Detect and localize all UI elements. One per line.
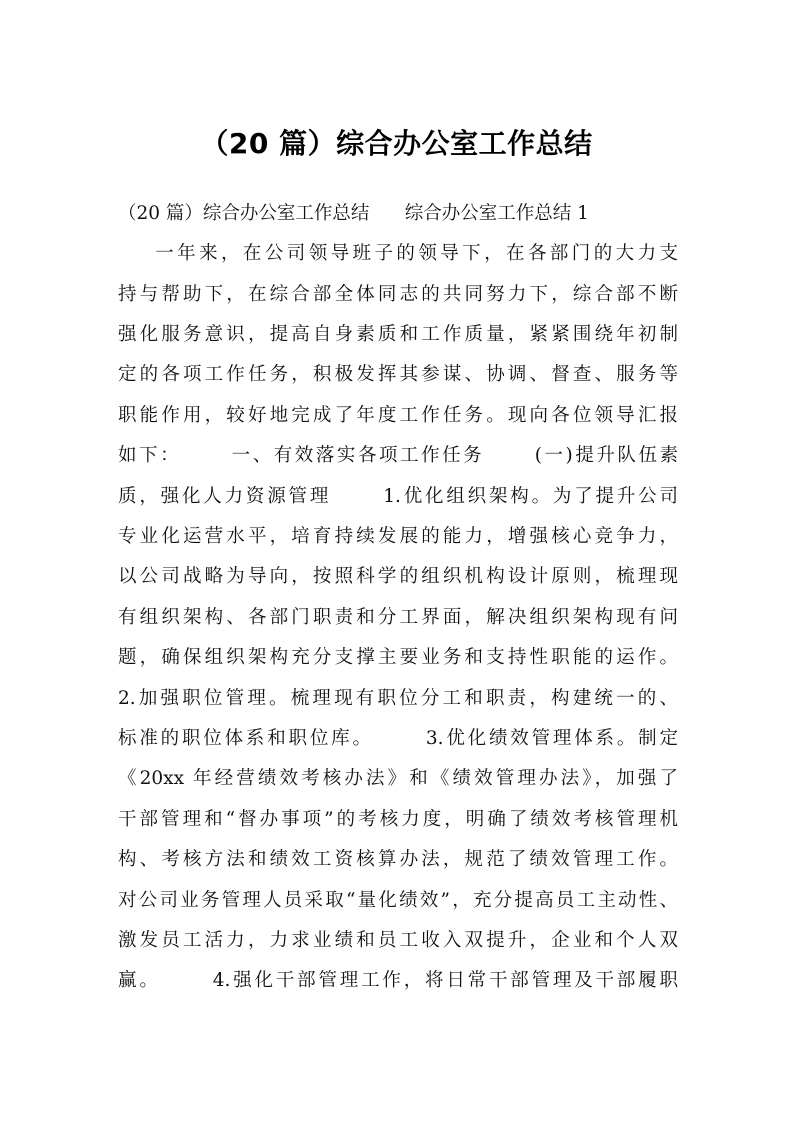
text-line: 强化服务意识，提高自身素质和工作质量，紧紧围绕年初制 xyxy=(118,324,678,345)
text-line: 题，确保组织架构充分支撑主要业务和支持性职能的运作。 xyxy=(118,647,678,668)
text-line: 如下： 一、有效落实各项工作任务 (一)提升队伍素 xyxy=(118,445,678,466)
text-line: 2.加强职位管理。梳理现有职位分工和职责，构建统一的、 xyxy=(118,688,678,709)
text-line: 专业化运营水平，培育持续发展的能力，增强核心竞争力， xyxy=(118,526,678,547)
text-line: （20 篇）综合办公室工作总结 综合办公室工作总结 1 xyxy=(118,203,589,224)
text-line: 构、考核方法和绩效工资核算办法，规范了绩效管理工作。 xyxy=(118,849,678,870)
text-line: 激发员工活力，力求业绩和员工收入双提升，企业和个人双 xyxy=(118,930,678,951)
text-line: 干部管理和“督办事项”的考核力度，明确了绩效考核管理机 xyxy=(118,809,678,830)
text-line: 赢。 4.强化干部管理工作，将日常干部管理及干部履职 xyxy=(118,970,678,991)
text-line: 职能作用，较好地完成了年度工作任务。现向各位领导汇报 xyxy=(118,405,678,426)
text-line: 标准的职位体系和职位库。 3.优化绩效管理体系。制定 xyxy=(118,728,678,749)
document-title: （20 篇）综合办公室工作总结 xyxy=(200,127,593,160)
text-line: 质，强化人力资源管理 1.优化组织架构。为了提升公司 xyxy=(118,486,678,507)
text-line: 持与帮助下，在综合部全体同志的共同努力下，综合部不断 xyxy=(118,284,678,305)
text-line: 以公司战略为导向，按照科学的组织机构设计原则，梳理现 xyxy=(118,566,678,587)
text-line: 对公司业务管理人员采取“量化绩效”，充分提高员工主动性、 xyxy=(118,890,678,911)
text-line: 一年来，在公司领导班子的领导下，在各部门的大力支 xyxy=(118,243,678,264)
text-line: 有组织架构、各部门职责和分工界面，解决组织架构现有问 xyxy=(118,607,678,628)
text-line: 《20xx 年经营绩效考核办法》和《绩效管理办法》，加强了 xyxy=(118,768,678,789)
text-line: 定的各项工作任务，积极发挥其参谋、协调、督查、服务等 xyxy=(118,364,678,385)
